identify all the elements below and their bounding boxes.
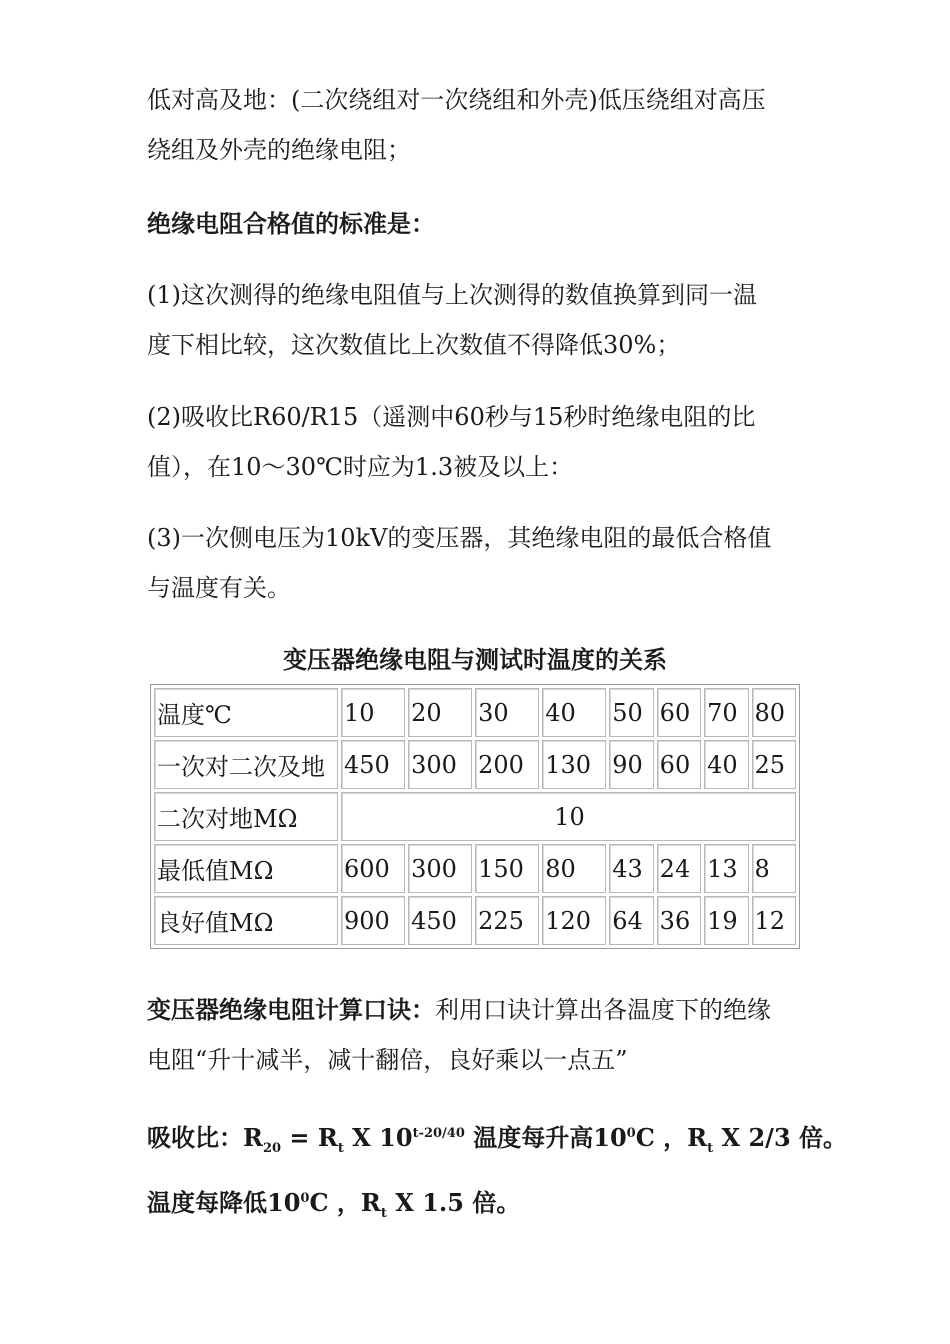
table-cell: 19: [704, 896, 748, 945]
table-cell-label: 温度℃: [154, 688, 338, 737]
table-cell: 8: [752, 844, 796, 893]
absorption-degree-1: 0: [626, 1126, 636, 1141]
absorption-fall: 温度每降低10: [147, 1187, 301, 1217]
intro-paragraph: [147, 75, 827, 175]
table-cell: 12: [752, 896, 796, 945]
absorption-sub-t-3: t: [380, 1205, 387, 1221]
formula-text-2: 电阻“升十减半，减十翻倍，良好乘以一点五”: [147, 1046, 628, 1074]
table-cell: 10: [341, 688, 405, 737]
intro-line-2: 绕组及外壳的绝缘电阻；: [147, 136, 411, 164]
item-3-line-1: (3)一次侧电压为10kV的变压器，其绝缘电阻的最低合格值: [147, 524, 772, 552]
table-cell: 50: [609, 688, 653, 737]
table-cell-label: 良好值MΩ: [154, 896, 338, 945]
table-cell: 64: [609, 896, 653, 945]
table-cell: 24: [657, 844, 701, 893]
standard-heading: 绝缘电阻合格值的标准是：: [147, 209, 435, 238]
table-caption: 变压器绝缘电阻与测试时温度的关系: [283, 645, 667, 674]
insulation-table: [150, 684, 800, 949]
table-cell: 225: [475, 896, 539, 945]
item-2-line-1: (2)吸收比R60/R15（遥测中60秒与15秒时绝缘电阻的比: [147, 403, 756, 431]
absorption-sub-t-2: t: [707, 1140, 714, 1156]
table-cell: 450: [408, 896, 472, 945]
table-cell: 25: [752, 740, 796, 789]
absorption-exponent: t-20/40: [412, 1126, 465, 1141]
table-cell: 900: [341, 896, 405, 945]
item-2: [147, 392, 827, 492]
table-cell-merged: 10: [341, 792, 796, 841]
table-cell: 36: [657, 896, 701, 945]
item-1-line-2: 度下相比较，这次数值比上次数值不得降低30%；: [147, 331, 681, 359]
table-cell-label: 二次对地MΩ: [154, 792, 338, 841]
table-cell: 13: [704, 844, 748, 893]
absorption-line-1: [147, 1109, 847, 1174]
formula-text-1: 利用口诀计算出各温度下的绝缘: [435, 996, 771, 1024]
item-1: [147, 270, 827, 370]
table-cell: 60: [657, 740, 701, 789]
absorption-eq: = R: [281, 1123, 338, 1152]
formula-label: 变压器绝缘电阻计算口诀：: [147, 995, 435, 1024]
table-row: [154, 792, 796, 841]
table-cell: 40: [542, 688, 606, 737]
table-cell: 20: [408, 688, 472, 737]
item-3: [147, 513, 827, 613]
table-cell: 150: [475, 844, 539, 893]
intro-line-1: 低对高及地：(二次绕组对一次绕组和外壳)低压绕组对高压: [147, 86, 766, 114]
absorption-sub-t: t: [337, 1140, 344, 1156]
absorption-line-2: [147, 1174, 847, 1239]
table-cell: 200: [475, 740, 539, 789]
table-cell: 80: [542, 844, 606, 893]
item-2-line-2: 值），在10～30℃时应为1.3被及以上：: [147, 453, 574, 481]
table-cell-label: 最低值MΩ: [154, 844, 338, 893]
table-cell: 130: [542, 740, 606, 789]
absorption-x10: X 10: [343, 1123, 413, 1152]
absorption-sub-20: 20: [262, 1140, 282, 1156]
table-cell: 43: [609, 844, 653, 893]
absorption-rise-tail: C ，R: [635, 1123, 708, 1152]
table-cell: 300: [408, 740, 472, 789]
table-cell-label: 一次对二次及地: [154, 740, 338, 789]
table-row: [154, 740, 796, 789]
absorption-paragraph: [147, 1109, 847, 1239]
table-cell: 60: [657, 688, 701, 737]
table-cell: 40: [704, 740, 748, 789]
formula-line-1: [147, 985, 827, 1035]
absorption-fall-tail: C ，R: [309, 1187, 381, 1217]
absorption-fall-factor: X 1.5 倍。: [386, 1187, 521, 1217]
table-cell: 80: [752, 688, 796, 737]
table-row: [154, 896, 796, 945]
item-3-line-2: 与温度有关。: [147, 574, 291, 602]
absorption-degree-2: 0: [300, 1190, 310, 1206]
table-cell: 300: [408, 844, 472, 893]
table-cell: 450: [341, 740, 405, 789]
table-header-row: [154, 688, 796, 737]
absorption-rise-factor: X 2/3 倍。: [713, 1123, 847, 1152]
absorption-label: 吸收比：: [147, 1123, 243, 1152]
table-cell: 30: [475, 688, 539, 737]
absorption-r: R: [243, 1123, 263, 1152]
absorption-rise: 温度每升高10: [464, 1123, 627, 1152]
table-cell: 120: [542, 896, 606, 945]
item-1-line-1: (1)这次测得的绝缘电阻值与上次测得的数值换算到同一温: [147, 281, 757, 309]
table-row: [154, 844, 796, 893]
table-cell: 90: [609, 740, 653, 789]
table-cell: 600: [341, 844, 405, 893]
formula-paragraph: [147, 985, 827, 1085]
table-cell: 70: [704, 688, 748, 737]
